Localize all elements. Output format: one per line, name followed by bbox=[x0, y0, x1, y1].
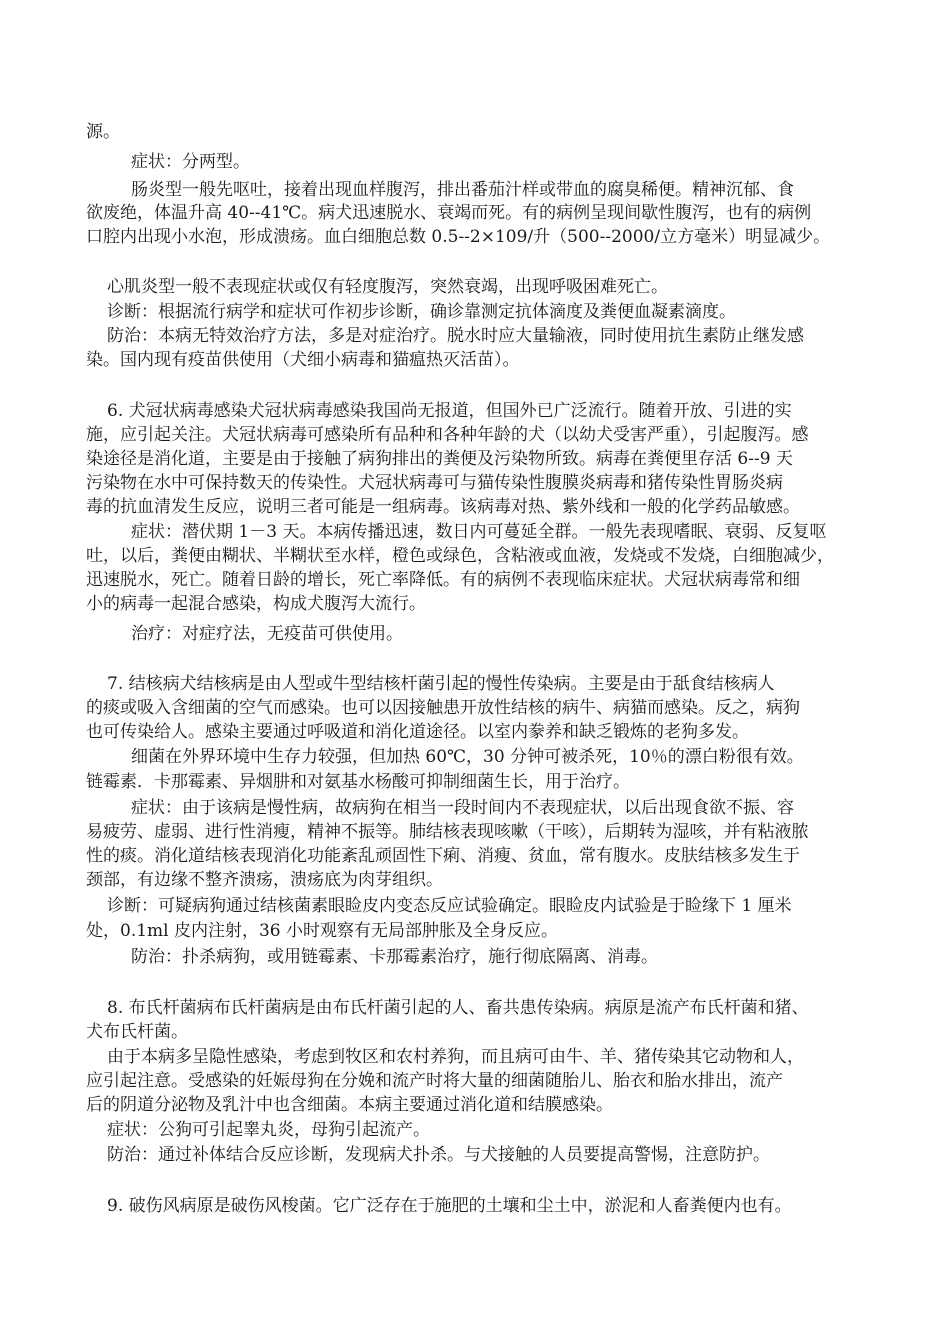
text-line: 的痰或吸入含细菌的空气而感染。也可以因接触患开放性结核的病牛、病猫而感染。反之，病狗 bbox=[86, 698, 800, 718]
text-line: 防治：扑杀病狗，或用链霉素、卡那霉素治疗，施行彻底隔离、消毒。 bbox=[131, 947, 658, 967]
text-line: 防治：本病无特效治疗方法，多是对症治疗。脱水时应大量输液，同时使用抗生素防止继发感 bbox=[107, 326, 804, 346]
text-line: 诊断：可疑病狗通过结核菌素眼睑皮内变态反应试验确定。眼睑皮内试验是于睑缘下 1 厘米 bbox=[107, 896, 792, 916]
text-line: 污染物在水中可保持数天的传染性。犬冠状病毒可与猫传染性腹膜炎病毒和猪传染性胃肠炎病 bbox=[86, 473, 783, 493]
text-line: 诊断：根据流行病学和症状可作初步诊断，确诊靠测定抗体滴度及粪便血凝素滴度。 bbox=[107, 302, 736, 322]
text-line: 性的痰。消化道结核表现消化功能紊乱顽固性下痢、消瘦、贫血，常有腹水。皮肤结核多发生于 bbox=[86, 846, 800, 866]
text-line: 吐，以后，粪便由糊状、半糊状至水样，橙色或绿色，含粘液或血液，发烧或不发烧，白细胞减少， bbox=[86, 546, 834, 566]
text-line: 9. 破伤风病原是破伤风梭菌。它广泛存在于施肥的土壤和尘土中，淤泥和人畜粪便内也有。 bbox=[107, 1196, 792, 1216]
text-line: 链霉素．卡那霉素、异烟肼和对氨基水杨酸可抑制细菌生长，用于治疗。 bbox=[86, 772, 630, 792]
text-line: 施，应引起关注。犬冠状病毒可感染所有品种和各种年龄的犬（以幼犬受害严重），引起腹泻。感 bbox=[86, 425, 809, 445]
text-line: 毒的抗血清发生反应，说明三者可能是一组病毒。该病毒对热、紫外线和一般的化学药品敏感。 bbox=[86, 497, 800, 517]
text-line: 由于本病多呈隐性感染，考虑到牧区和农村养狗，而且病可由牛、羊、猪传染其它动物和人， bbox=[107, 1047, 804, 1067]
text-line: 心肌炎型一般不表现症状或仅有轻度腹泻，突然衰竭，出现呼吸困难死亡。 bbox=[107, 277, 668, 297]
text-line: 染。国内现有疫苗供使用（犬细小病毒和猫瘟热灭活苗）。 bbox=[86, 350, 520, 370]
text-line: 后的阴道分泌物及乳汁中也含细菌。本病主要通过消化道和结膜感染。 bbox=[86, 1095, 613, 1115]
text-line: 口腔内出现小水泡，形成溃疡。血白细胞总数 0.5--2×109/升（500--2000/立方毫米）明显减少。 bbox=[86, 227, 831, 247]
text-line: 肠炎型一般先呕吐，接着出现血样腹泻，排出番茄汁样或带血的腐臭稀便。精神沉郁、食 bbox=[131, 180, 794, 200]
text-line: 7. 结核病犬结核病是由人型或牛型结核杆菌引起的慢性传染病。主要是由于舐食结核病人 bbox=[107, 674, 775, 694]
text-line: 染途径是消化道，主要是由于接触了病狗排出的粪便及污染物所致。病毒在粪便里存活 6--9 天 bbox=[86, 449, 793, 469]
text-line: 应引起注意。受感染的妊娠母狗在分娩和流产时将大量的细菌随胎儿、胎衣和胎水排出，流产 bbox=[86, 1071, 783, 1091]
text-line: 防治：通过补体结合反应诊断，发现病犬扑杀。与犬接触的人员要提高警惕，注意防护。 bbox=[107, 1145, 770, 1165]
text-line: 处，0.1ml 皮内注射，36 小时观察有无局部肿胀及全身反应。 bbox=[86, 921, 559, 941]
text-line: 治疗：对症疗法，无疫苗可供使用。 bbox=[131, 624, 403, 644]
text-line: 6. 犬冠状病毒感染犬冠状病毒感染我国尚无报道，但国外已广泛流行。随着开放、引进的实 bbox=[107, 401, 792, 421]
text-line: 症状：公狗可引起睾丸炎，母狗引起流产。 bbox=[107, 1120, 430, 1140]
text-line: 也可传染给人。感染主要通过呼吸道和消化道途径。以室内豢养和缺乏锻炼的老狗多发。 bbox=[86, 722, 749, 742]
text-line: 症状：分两型。 bbox=[131, 152, 250, 172]
text-line: 细菌在外界环境中生存力较强，但加热 60℃，30 分钟可被杀死，10％的漂白粉很有效。 bbox=[131, 747, 804, 767]
text-line: 易疲劳、虚弱、进行性消瘦，精神不振等。肺结核表现咳嗽（干咳），后期转为湿咳，并有粘液脓 bbox=[86, 822, 809, 842]
text-line: 症状：潜伏期 1－3 天。本病传播迅速，数日内可蔓延全群。一般先表现嗜眠、衰弱、反复呕 bbox=[131, 522, 827, 542]
text-line: 欲废绝，体温升高 40--41℃。病犬迅速脱水、衰竭而死。有的病例呈现间歇性腹泻，也有的病例 bbox=[86, 203, 812, 223]
text-line: 迅速脱水，死亡。随着日龄的增长，死亡率降低。有的病例不表现临床症状。犬冠状病毒常和细 bbox=[86, 570, 800, 590]
text-line: 症状：由于该病是慢性病，故病狗在相当一段时间内不表现症状，以后出现食欲不振、容 bbox=[131, 798, 794, 818]
text-line: 8. 布氏杆菌病布氏杆菌病是由布氏杆菌引起的人、畜共患传染病。病原是流产布氏杆菌和猪、 bbox=[107, 998, 809, 1018]
text-line: 颈部，有边缘不整齐溃疡，溃疡底为肉芽组织。 bbox=[86, 870, 443, 890]
text-line: 源。 bbox=[86, 122, 120, 142]
text-line: 小的病毒一起混合感染，构成犬腹泻大流行。 bbox=[86, 594, 426, 614]
text-line: 犬布氏杆菌。 bbox=[86, 1022, 188, 1042]
